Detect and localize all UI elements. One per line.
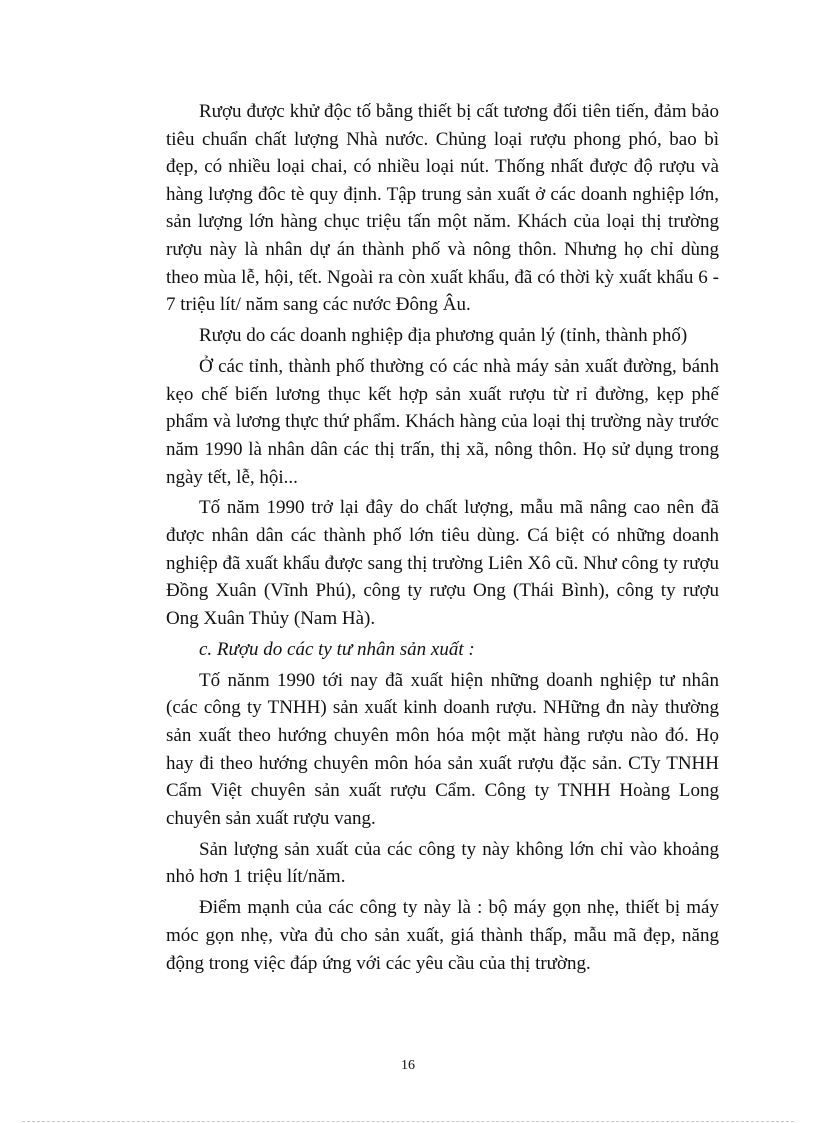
paragraph-private-companies: Tố nănm 1990 tới nay đã xuất hiện những doanh nghiệp tư nhân (các công ty TNHH) sản xuất kinh doanh rượu. NHững đn này thường sản xuất theo hướng chuyên môn hóa một mặt hàng rượu nào đó. Họ hay đi theo hướng chuyên môn hóa sản xuất rượu đặc sản. CTy TNHH Cẩm Việt chuyên sản xuất rượu Cẩm. Công ty TNHH Hoàng Long chuyên sản xuất rượu vang. xyxy=(166,669,719,829)
paragraph-quality-export: Rượu được khử độc tố bằng thiết bị cất tương đối tiên tiến, đảm bảo tiêu chuẩn chất lượng Nhà nước. Chủng loại rượu phong phó, bao bì đẹp, có nhiều loại chai, có nhiều loại nút. Thống nhất được độ rượu và hàng lượng đôc tè quy định. Tập trung sản xuất ở các doanh nghiệp lớn, sản lượng lớn hàng chục triệu tấn một năm. Khách của loại thị trường rượu này là nhân dự án thành phố và nông thôn. Nhưng họ chỉ dùng theo mùa lễ, hội, tết. Ngoài ra còn xuất khẩu, đã có thời kỳ xuất khẩu 6 - 7 triệu lít/ năm sang các nước Đông Âu. xyxy=(166,101,719,316)
paragraph-since-1990: Tố năm 1990 trở lại đây do chất lượng, mẫu mã nâng cao nên đã được nhân dân các thành phố lớn tiêu dùng. Cá biệt có những doanh nghiệp đã xuất khẩu được sang thị trường Liên Xô cũ. Như công ty rượu Đồng Xuân (Vĩnh Phú), công ty rượu Ong (Thái Bình), công ty rượu Ong Xuân Thủy (Nam Hà). xyxy=(166,497,719,629)
paragraph-strengths: Điểm mạnh của các công ty này là : bộ máy gọn nhẹ, thiết bị máy móc gọn nhẹ, vừa đủ cho sản xuất, giá thành thấp, mẫu mã đẹp, năng động trong việc đáp ứng với các yêu cầu của thị trường. xyxy=(166,897,719,974)
paragraph-output-volume: Sản lượng sản xuất của các công ty này không lớn chỉ vào khoảng nhỏ hơn 1 triệu lít/năm. xyxy=(166,838,719,888)
body-text xyxy=(166,98,719,981)
paragraph-local-enterprises-heading: Rượu do các doanh nghiệp địa phương quản lý (tỉnh, thành phố) xyxy=(199,325,688,347)
page-number: 16 xyxy=(401,1058,415,1073)
page-bottom-divider xyxy=(22,1121,794,1122)
section-heading-private-producers: c. Rượu do các ty tư nhân sản xuất : xyxy=(199,638,475,660)
paragraph-provincial-factories: Ở các tỉnh, thành phố thường có các nhà máy sản xuất đường, bánh kẹo chế biến lương thục kết hợp sản xuất rượu từ rỉ đường, kẹp phế phẩm và lương thực thứ phẩm. Khách hàng của loại thị trường này trước năm 1990 là nhân dân các thị trấn, thị xã, nông thôn. Họ sử dụng trong ngày tết, lễ, hội... xyxy=(166,356,719,488)
